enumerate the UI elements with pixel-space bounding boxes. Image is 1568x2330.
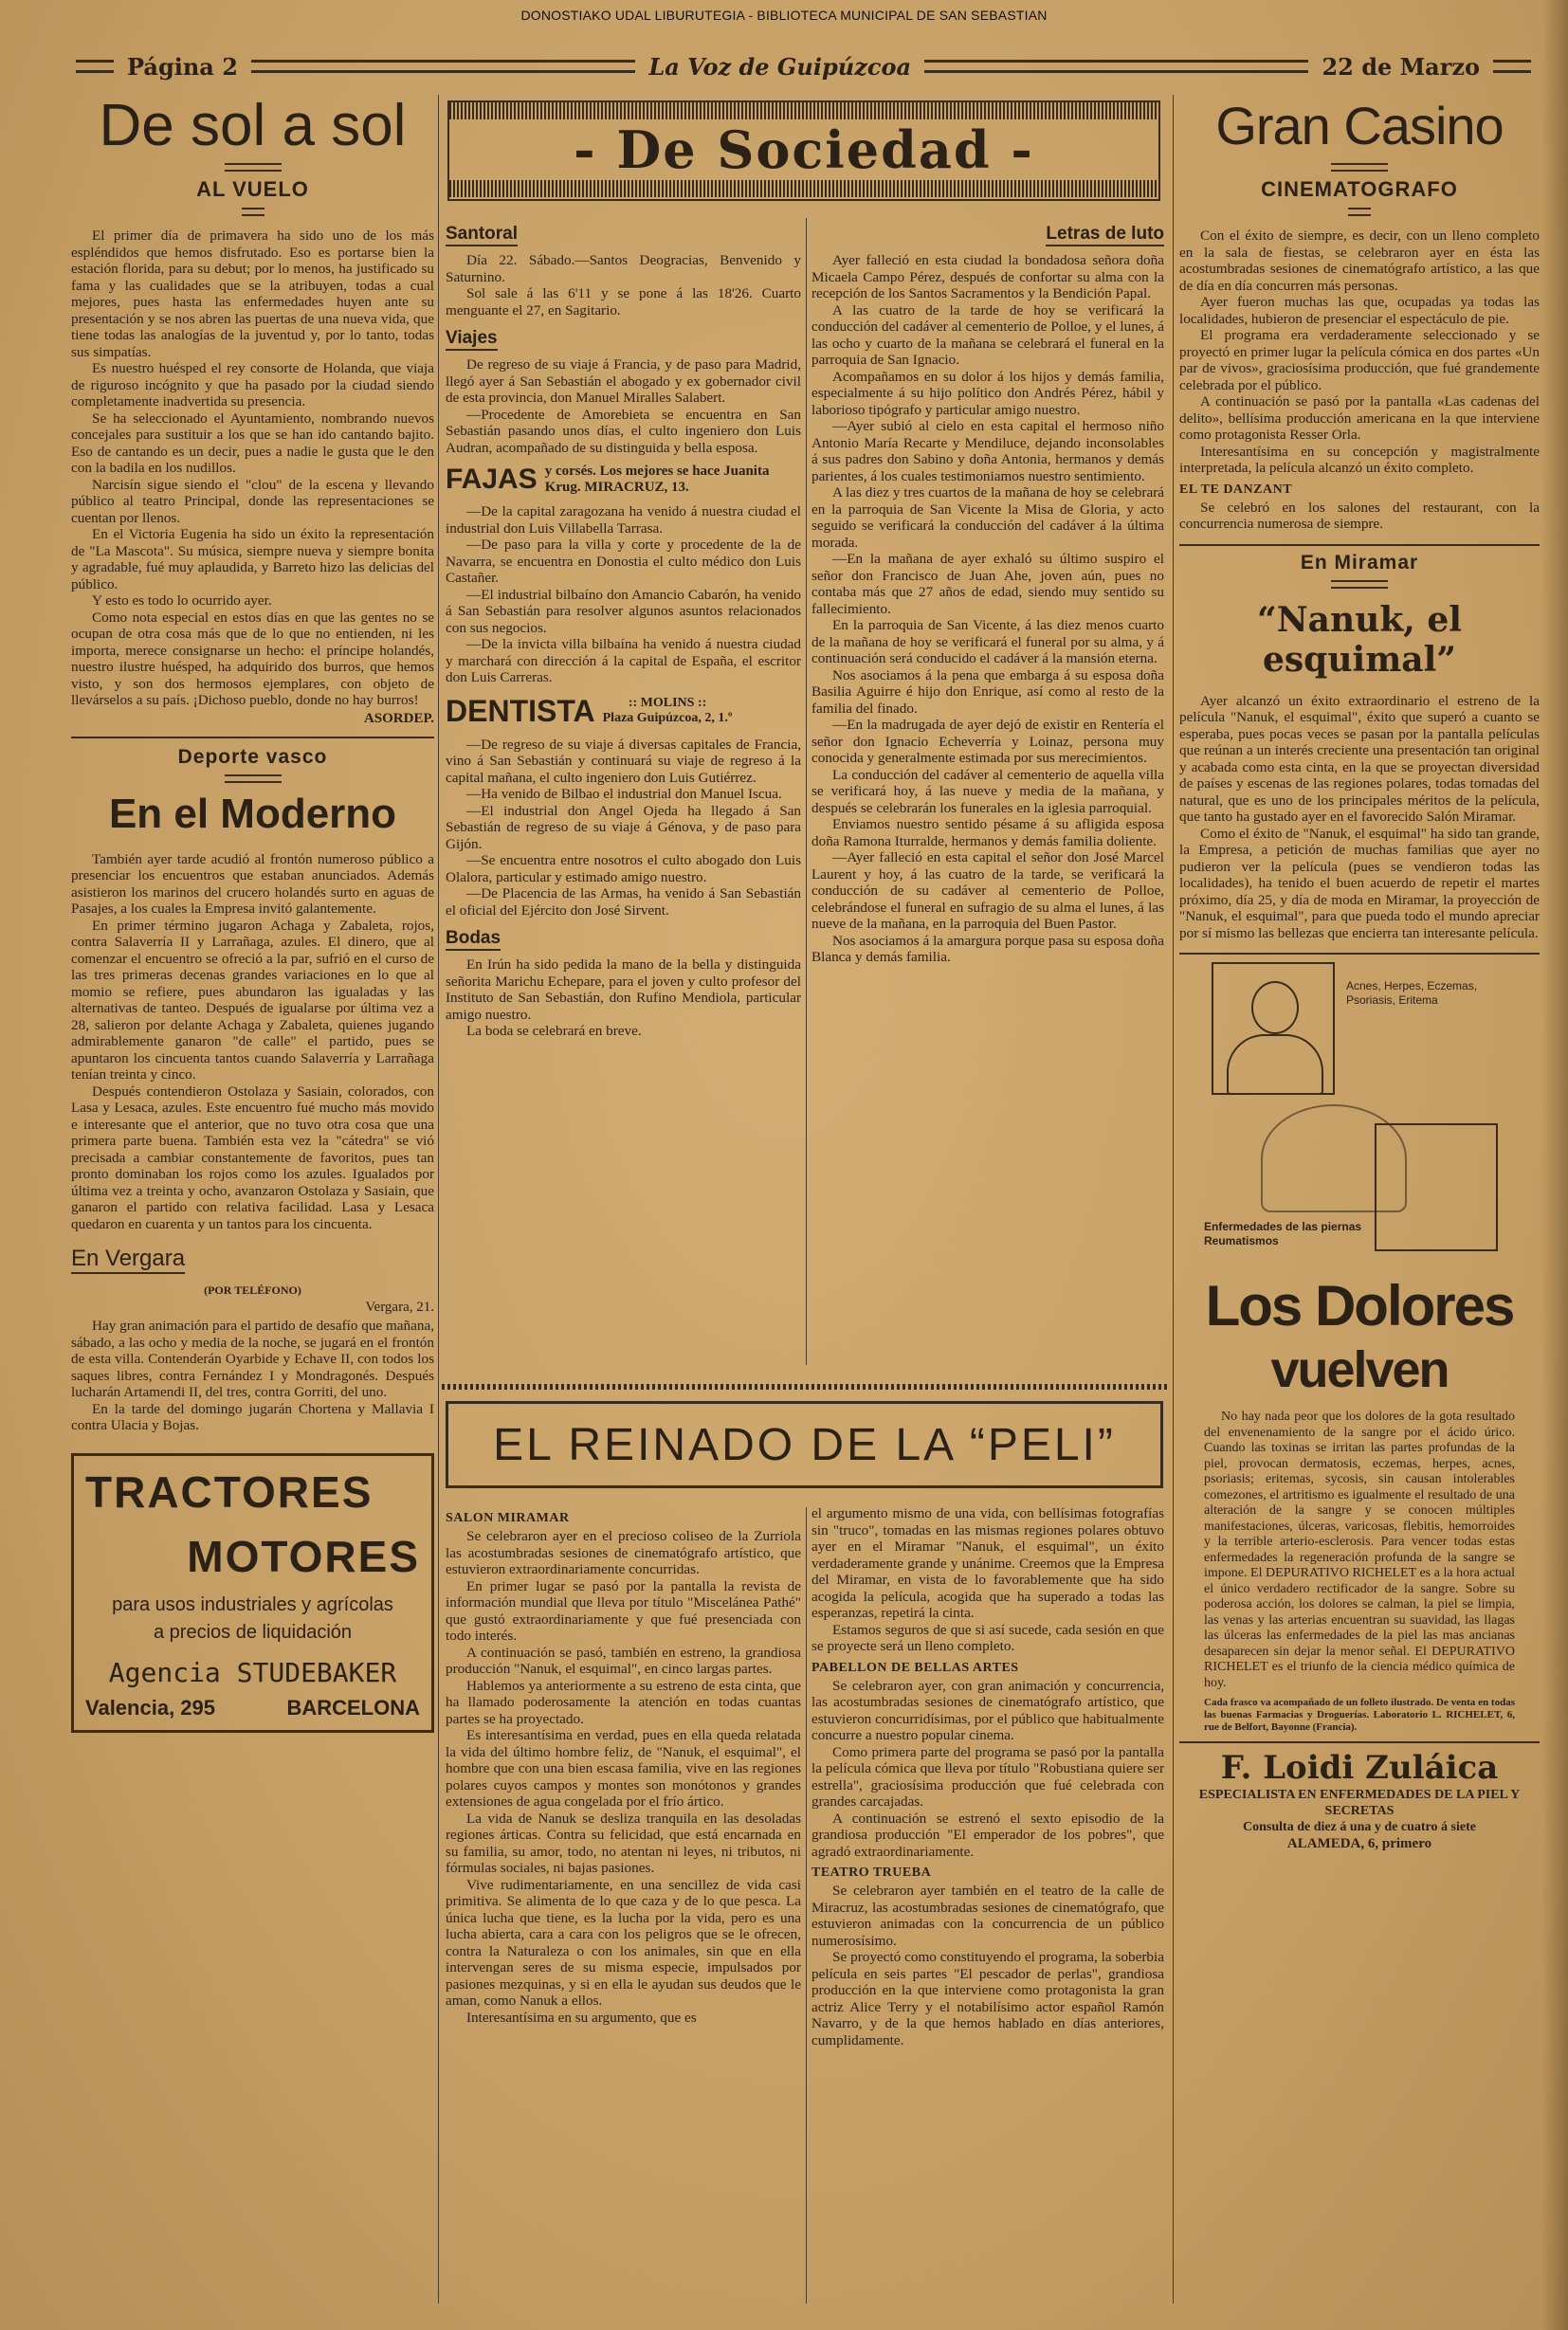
divider [225,774,282,783]
paragraph: —De regreso de su viaje á diversas capitales de Francia, vino á San Sebastián y continuará su viaje de regreso á la capital mañana, el culto ingeniero don Luis Gutiérrez. [446,736,801,786]
paragraph: Nos asociamos á la pena que embarga á su esposa doña Basilia Aguirre é hijo don Enrique, así como al resto de la familia del finado. [811,666,1164,717]
sociedad-banner [447,100,1160,201]
ad-address: Plaza Guipúzcoa, 2, 1.º [602,711,733,725]
paragraph: Narcisín sigue siendo el "clou" de la escena y llevando público al teatro Principal, donde las representaciones se cuentan por llenos. [71,476,434,526]
divider [1179,953,1540,955]
wavy-divider [442,1376,1167,1390]
section-heading: Bodas [446,928,501,951]
column-rule [438,95,439,2303]
paragraph: Se celebró en los salones del restaurant, con la concurrencia numerosa de siempre. [1179,499,1540,532]
paragraph: —De Placencia de las Armas, ha venido á San Sebastián el oficial del Ejército don José Sirvent. [446,885,801,919]
paragraph: Se ha seleccionado el Ayuntamiento, nombrando nuevos concejales para sustituir a los que se han ido cantando bajito. Eso de cantando es un decir, pues a nadie le gusta que le den con la badila en los nudillos. [71,410,434,476]
paragraph: A continuación se estrenó el sexto episodio de la grandiosa producción "El emperador de los pobres", que agradó extraordinariamente. [811,1810,1164,1860]
ad-line: MOTORES [187,1531,420,1581]
paragraph: Interesantísima en su concepción y magistralmente interpretada, la película alcanzó un éxito completo. [1179,443,1540,476]
paragraph: Es nuestro huésped el rey consorte de Holanda, que viaja de riguroso incógnito y que ha pasado por la ciudad siendo completamente inadvertida su presencia. [71,360,434,410]
subsection-heading: EL TE DANZANT [1179,482,1293,497]
paragraph: En la parroquia de San Vicente, á las diez menos cuarto de la mañana de hoy se verificará el funeral por su alma, y á continuación será conducido el cadáver á la mansión eterna. [811,617,1164,666]
paragraph-group [1179,228,1540,477]
banner-hatching [449,180,1158,197]
ad-headline: Los Dolores [1205,1274,1514,1338]
paragraph: —De paso para la villa y corte y procedente de la de Navarra, se encuentra en Donostia el culto médico don Luis Castañer. [446,537,801,586]
byline: (POR TELÉFONO) [204,1283,301,1297]
ad-hours: Consulta de diez á una y de cuatro á siete [1243,1820,1476,1834]
paragraph: Como nota especial en estos días en que las gentes no se ocupan de otra cosa más que de lo que no entienden, ni les importa, merece consignarse un hecho: el príncipe holandés, nuestro ilustre huésped, ha adquirido dos burros, que hemos visto, y son dos hermosos ejemplares, con objeto de llevárselos a su país. ¡Dichoso pueblo, donde no hay burros! [71,609,434,708]
paragraph-group [446,956,801,1040]
paragraph-group [1179,693,1540,942]
paragraph: La conducción del cadáver al cementerio de aquella villa se verificará hoy, á las nueve y media de la mañana, y después se celebrarán los funerales en la iglesia parroquial. [811,766,1164,816]
banner-hatching [449,102,1158,119]
paragraph: A las diez y tres cuartos de la mañana de hoy se celebrará en la parroquia de San Vicente la Misa de Gloria, y acto seguido se verificará la conducción del cadáver á la última morada. [811,484,1164,551]
paragraph: A las cuatro de la tarde de hoy se verificará la conducción del cadáver al cementerio de Polloe, y el lunes, á las ocho y cuarto de la mañana se celebrará el funeral en la parroquia de San Ignacio. [811,301,1164,368]
subsection-heading: TEATRO TRUEBA [811,1866,932,1880]
paragraph: Interesantísima en su argumento, que es [466,2009,697,2026]
paragraph: Ayer falleció en esta ciudad la bondadosa señora doña Micaela Campo Pérez, después de confortar su alma con la recepción de los Santos Sacramentos y la Bendición Papal. [811,252,1164,301]
studebaker-ad [71,1453,434,1733]
paragraph: Día 22. Sábado.—Santos Deogracias, Benvenido y Saturnino. [446,252,801,285]
paragraph: Es interesantísima en verdad, pues en ella queda relatada la vida del último hombre feliz, de "Nanuk, el esquimal", el hombre que con una bien escasa familia, vive en las regiones polares cuyos campos y montes son monótonos y grandes extensiones de agua congelada por el frío ártico. [446,1727,801,1810]
ad-caption: Acnes, Herpes, Eczemas, Psoriasis, Eritema [1346,979,1478,1007]
richelet-ad [1179,962,1540,1734]
ad-footer: Cada frasco va acompañado de un folleto ilustrado. De venta en todas las buenas Farmacias y Droguerías. Laboratorio L. RICHELET, 6, rue de Belfort, Bayonne (Francia). [1204,1697,1515,1733]
paragraph-group [811,1678,1164,1861]
ad-line: TRACTORES [85,1466,374,1517]
right-column [1179,95,1540,2303]
paragraph: Con el éxito de siempre, es decir, con un lleno completo en la sala de fiestas, se celebraron ayer en ésta las acostumbradas sesiones de cinematógrafo artístico, a las que de día en día concurren más personas. [1179,228,1540,294]
paragraph: Como primera parte del programa se pasó por la pantalla la película cómica que lleva por título "Robustiana quiere ser estrella", graciosísima producción que fué celebrada con grandes carcajadas. [811,1743,1164,1810]
ad-name: F. Loidi Zuláica [1220,1749,1499,1787]
loidi-ad [1179,1749,1540,1852]
peli-right-subcolumn [811,1505,1164,2311]
article-subtitle: CINEMATOGRAFO [1261,177,1458,201]
masthead-rule [76,60,114,73]
page-edge-shadow [1541,0,1568,2330]
paragraph: El programa era verdaderamente seleccionado y se proyectó en primer lugar la película cómica en dos partes «Un par de vivos», graciosísima producción, que fué grandemente celebrada por el público. [1179,327,1540,393]
illustration-leg [1375,1123,1498,1251]
peli-banner [446,1401,1163,1488]
section-heading: En Vergara [71,1246,185,1274]
paragraph-group [811,1505,1164,1655]
paragraph: La vida de Nanuk se desliza tranquila en las desoladas regiones árticas. Contra su felicidad, que está encarnada en su familia, su amor, todo, no atentan ni leyes, ni tributos, ni fórmulas sociales, ni bajas pasiones. [446,1810,801,1876]
paragraph: También ayer tarde acudió al frontón numeroso público a presenciar los encuentros que estaban anunciados. Además asistieron los marinos del crucero holandés surto en aguas de Pasajes, a los cuales la Empresa invitó galantemente. [71,850,434,917]
left-column [71,95,434,2303]
masthead-rule [924,60,1308,73]
paragraph: Y esto es todo lo ocurrido ayer. [92,592,272,609]
paragraph: Acompañamos en su dolor á los hijos y demás familia, especialmente á su hijo político don Andrés Pérez, hábil y laborioso tipógrafo y particular amigo nuestro. [811,368,1164,418]
divider [71,737,434,738]
paragraph: —De la capital zaragozana ha venido á nuestra ciudad el industrial don Luis Villabella Tarrasa. [446,503,801,537]
paragraph: Estamos seguros de que si así sucede, cada sesión en que se proyecte será un lleno completo. [811,1621,1164,1654]
paragraph: el argumento mismo de una vida, con bellísimas fotografías sin "truco", tomadas en las mismas regiones polares obtuvo ayer en el Miramar "Nanuk, el esquimal", un éxito verdaderamente grande y unánime. Creemos que la Empresa del Miramar, en vista de lo favorablemente que ha sido acogida la película, acogida que ha superado a todas las esperanzas, repetirá la cinta. [811,1505,1164,1621]
paragraph-group [446,252,801,319]
section-heading: Letras de luto [1046,224,1164,246]
ad-caption: Enfermedades de las piernas Reumatismos [1204,1220,1362,1247]
paragraph: —El industrial don Angel Ojeda ha llegado á San Sebastián de regreso de su viaje á Génova, y de paso para Gijón. [446,802,801,852]
paragraph: A continuación se pasó por la pantalla «Las cadenas del delito», bellísima producción americana en la que interviene como protagonista Resser Orla. [1179,393,1540,443]
illustration-patient [1212,962,1335,1095]
library-watermark: DONOSTIAKO UDAL LIBURUTEGIA - BIBLIOTECA MUNICIPAL DE SAN SEBASTIAN [520,8,1048,23]
masthead-rule [251,60,635,73]
paragraph: —Ha venido de Bilbao el industrial don Manuel Iscua. [466,786,782,802]
paragraph: El primer día de primavera ha sido uno de los más espléndidos que hemos disfrutado. Eso es portarse bien la estación florida, para su debut; por lo menos, ha justificado su fama y las cualidades que se la atribuyen, todas a cual mejores, pues hasta las enfermedades huyen ante su presentación y se nos abren las puertas de una nueva vida, que tiene todas las analogías de la juventud y, por lo tanto, todas sus simpatías. [71,228,434,360]
subsection-heading: PABELLON DE BELLAS ARTES [811,1660,1019,1675]
paragraph: Ayer alcanzó un éxito extraordinario el estreno de la película "Nanuk, el esquimal", éxito que superó a cuanto se esperaba, pues pocas veces se pasan por la pantalla películas que reúnan a un interés creciente una presentación tan original y acabada como esta cinta, en la que se proyectan diversidad de países y escenas de las regiones polares, todas tomadas del natural, que es uno de los principales méritos de la película, que tanto ha gustado ayer en el favorecido Salón Miramar. [1179,692,1540,825]
ad-agency: Agencia STUDEBAKER [108,1656,397,1688]
paragraph-group [446,356,801,456]
paragraph-group [71,228,434,709]
divider [225,163,282,172]
banner-title: - De Sociedad - [574,119,1034,180]
paragraph: Enviamos nuestro sentido pésame á su afligida esposa doña Ramona Iturralde, hermanos y demás familia doliente. [811,816,1164,849]
paragraph: Sol sale á las 6'11 y se pone á las 18'26. Cuarto menguante el 27, en Sagitario. [446,285,801,319]
paragraph-group [1179,500,1540,533]
paragraph: Hay gran animación para el partido de desafío que mañana, sábado, a las ocho y media de la noche, se jugará en el frontón de esta villa. Contenderán Oyarbide y Echave II, con todos los saques libres, contra Fernández I y Mondragonés. Después lucharán Artamendi II, del tres, contra Gorriti, del uno. [71,1318,434,1400]
paragraph: En Irún ha sido pedida la mano de la bella y distinguida señorita Marichu Echepare, para el joven y culto profesor del Instituto de San Sebastián, don Rufino Mendiola, particular amigo nuestro. [446,956,801,1023]
fajas-ad [446,464,801,496]
ad-illustration [1204,962,1515,1265]
paragraph: —Ayer falleció en esta capital el señor don José Marcel Laurent y hoy, á las cuatro de la tarde, se verificará la conducción de su cadáver al cementerio de Polloe, celebrándose el funeral en sufragio de su alma el lunes, á las nueve de la mañana, en la parroquia del Buen Pastor. [811,849,1164,932]
masthead-rule [1493,60,1531,73]
paragraph: Vive rudimentariamente, en una sencillez de vida casi primitiva. Se alimenta de lo que caza y de lo que pesca. La única lucha que tiene, es la lucha por la vida, pero es una lucha abierta, cara a cara con los peligros que se le ofrecen, contra la Naturaleza o con los animales, sin que en ella intervengan seres de su misma especie, impulsados por pasiones mezquinas, y si en ella le ayudan sus deudos que le aman, como Nanuk a ellos. [446,1876,801,2009]
ad-name: :: MOLINS :: [628,696,707,710]
paragraph-group [446,503,801,686]
society-right-subcolumn [811,214,1164,1375]
divider [1331,163,1388,172]
issue-date: 22 de Marzo [1322,52,1481,81]
section-heading: Viajes [446,328,498,351]
ad-title: DENTISTA [446,693,595,728]
ad-headline: vuelven [1270,1341,1449,1398]
paragraph: En el Victoria Eugenia ha sido un éxito la representación de "La Mascota". Su música, siempre nueva y siempre bonita y agradable, fué muy aplaudida, y Barreto hizo las delicias del público. [71,526,434,592]
newspaper-name: La Voz de Guipúzcoa [648,52,912,81]
ad-title: FAJAS [446,464,538,495]
dateline: Vergara, 21. [365,1300,434,1315]
paragraph: Se celebraron ayer, con gran animación y concurrencia, las acostumbradas sesiones de cinematógrafo artístico, que estuvieron concurridísimas, por el público que habitualmente concurre a nuestro popular cinema. [811,1677,1164,1743]
paragraph: Como el éxito de "Nanuk, el esquimal" ha sido tan grande, la Empresa, a petición de muchas familias que ayer no pudieron ver la película (pues se vendieron todas las localidades), ha tenido el buen acuerdo de repetir el martes próximo, día 25, y día de moda en Miramar, la proyección de "Nanuk, el esquimal", para que pueda todo el mundo apreciar por sí mismo las bellezas que encierra tan interesante película. [1179,825,1540,941]
paragraph: Después contendieron Ostolaza y Sasiain, colorados, con Lasa y Lesaca, azules. Este encuentro fué mucho más movido e interesante que el anterior, que no tuvo otra cosa que una primera parte buena. También esta vez la "cátedra" se vió precisada a cambiar constantemente de favoritos, pues tan pronto dominaban los rojos como los azules. Igualados por última vez a treinta y ocho, avanzaron Ostolaza y Sasiain, que ganaron el partido con relativa facilidad. Lasa y Lesaca quedaron en cuarenta y un tantos para los cincuenta. [71,1083,434,1232]
ad-line: para usos industriales y agrícolas [112,1593,393,1615]
paragraph-group [446,1528,801,2026]
paragraph: De regreso de su viaje á Francia, y de paso para Madrid, llegó ayer á San Sebastián el abogado y ex gobernador civil de esta provincia, don Manuel Miralles Salabert. [446,356,801,406]
paragraph: —Se encuentra entre nosotros el culto abogado don Luis Olalora, particular y estimado amigo nuestro. [446,852,801,885]
ad-address: ALAMEDA, 6, primero [1286,1836,1432,1851]
article-title: Gran Casino [1215,96,1504,155]
paragraph: En primer lugar se pasó por la pantalla la revista de información mundial que lleva por título "Miscelánea Pathé" que gustó extraordinariamente y que fué presenciada con todo interés. [446,1577,801,1644]
paragraph: Se proyectó como constituyendo el programa, la soberbia película en seis partes "El pescador de perlas", grandiosa producción en la que interviene como protagonista la gran actriz Alice Terry y el notabilísimo actor español Ramón Navarro, y de la que hemos hablado en días anteriores, cumplidamente. [811,1949,1164,2048]
paragraph: Ayer fueron muchas las que, ocupadas ya todas las localidades, hubieron de presenciar el espectáculo de pie. [1179,294,1540,327]
column-rule [806,1507,807,2303]
masthead [76,49,1531,83]
paragraph: La boda se celebrará en breve. [466,1023,642,1039]
divider [1348,208,1371,216]
paragraph: —En la madrugada de ayer dejó de existir en Rentería el señor don Ignacio Echeverría y Loinaz, persona muy conocida y generalmente estimada por sus merecimientos. [811,717,1164,766]
paragraph: En la tarde del domingo jugarán Chortena y Mallavia I contra Ulacia y Bojas. [71,1400,434,1433]
paragraph: —Procedente de Amorebieta se encuentra en San Sebastián pasando unos días, el culto ingeniero don Luis Audran, acompañado de su distinguida y bella esposa. [446,406,801,456]
divider [242,208,264,216]
article-title: En el Moderno [108,790,397,837]
section-heading: Santoral [446,224,518,246]
paragraph: —El industrial bilbaíno don Amancio Cabarón, ha venido á San Sebastián para resolver algunos asuntos relacionados con sus negocios. [446,586,801,636]
signature: ASORDEP. [363,710,434,726]
paragraph: —Ayer subió al cielo en esta capital el hermoso niño Antonio María Recarte y Mendiluce, dejando inconsolables á sus padres don Sabino y doña Antonia, hermanos y demás parientes, á los cuales testimoniamos nuestro sentimiento. [811,418,1164,484]
paragraph: —De la invicta villa bilbaína ha venido á nuestra ciudad y marchará con dirección á la capital de España, el escritor don Luis Carreras. [446,636,801,685]
ad-text: y corsés. Los mejores se hace Juanita Krug. MIRACRUZ, 13. [544,464,770,495]
divider [1179,544,1540,546]
paragraph-group [71,851,434,1233]
paragraph-group [446,737,801,919]
society-left-subcolumn [446,214,801,1375]
ad-specialty: ESPECIALISTA EN ENFERMEDADES DE LA PIEL Y SECRETAS [1198,1788,1521,1818]
article-title: “Nanuk, el esquimal” [1257,599,1462,680]
paragraph: —En la mañana de ayer exhaló su último suspiro el señor don Francisco de Juan Ahe, joven aún, pues no contaba más que 27 años de edad, siendo muy sentido su fallecimiento. [811,551,1164,617]
paragraph: A continuación se pasó, también en estreno, la grandiosa producción "Nanuk, el esquimal", en cinco largas partes. [446,1644,801,1677]
paragraph: Se celebraron ayer también en el teatro de la calle de Miracruz, las acostumbradas sesiones de cinematógrafo, que estuvieron animadas con la concurrencia de un público numerosísimo. [811,1883,1164,1949]
article-title: De sol a sol [99,95,407,158]
ad-address: Valencia, 295 [85,1695,215,1720]
column-rule [806,218,807,1365]
banner-title: EL REINADO DE LA “PELI” [493,1419,1116,1470]
paragraph: Nos asociamos á la amargura porque pasa su esposa doña Blanca y demás familia. [811,932,1164,965]
paragraph-group [811,1883,1164,2048]
dentista-ad [446,694,801,729]
peli-left-subcolumn [446,1505,801,2311]
ad-city: BARCELONA [286,1695,420,1720]
ad-body: No hay nada peor que los dolores de la gota resultado del envenenamiento de la sangre por el ácido úrico. Cuando las toxinas se irritan las partes profundas de la piel, provocan dermatosis, eczemas, herpes, acnes, psoriasis; eritemas, sycosis, sin causan intolerables comezones, el artritismo es igualmente el resultado de una alteración de la sangre y se conocen múltiples manifestaciones, úlceras, varicosas, flebitis, hemorroides y la terrible arterio-esclerosis. Para vencer todas estas enfermedades la regeneración profunda de la sangre se impone. El DEPURATIVO RICHELET es a la hora actual el único verdadero rectificador de la sangre. Sobre su poderosa acción, los dolores se calman, la piel se limpia, las venas y las arterias encuentran su suavidad, las llagas las úlceras las enfermedades de la piel las mas ancianas desaparecen sin dejar la menor señal. El DEPURATIVO RICHELET es el triunfo de la ciencia médico química de hoy. [1204,1410,1515,1690]
paragraph-group [811,252,1164,966]
section-heading: En Miramar [1300,551,1419,573]
divider [1331,580,1388,589]
paragraph: Se celebraron ayer en el precioso coliseo de la Zurriola las acostumbradas sesiones de cinematógrafo artístico, que estuvieron extraordinariamente concurridas. [446,1528,801,1577]
article-subtitle: AL VUELO [196,177,309,201]
ad-line: a precios de liquidación [153,1621,353,1643]
page-number: Página 2 [127,52,238,81]
column-rule [1173,95,1174,2303]
divider [1179,1741,1540,1743]
subsection-heading: SALON MIRAMAR [446,1511,570,1525]
paragraph: En primer término jugaron Achaga y Zabaleta, rojos, contra Salaverría II y Larrañaga, azules. El dinero, que al comenzar el encuentro se ofreció a la par, sufrió en el curso de las tres primeras decenas grandes variaciones en lo que al momio se refiere, pues abundaron las igualadas y las alternativas de tanteo. Después de igualarse por última vez a 28, salieron por delante Achaga y Zabaleta, quienes jugando admirablemente ganaron "de calle" el partido, pues se apuntaron los cincuenta tantos cuando Salaverría y Larrañaga tenían treinta y cinco. [71,917,434,1083]
paragraph-group [71,1318,434,1434]
section-heading: Deporte vasco [177,745,328,768]
paragraph: Hablemos ya anteriormente a su estreno de esta cinta, que ha llamado poderosamente la atención en todas cuantas partes se ha proyectado. [446,1677,801,1727]
